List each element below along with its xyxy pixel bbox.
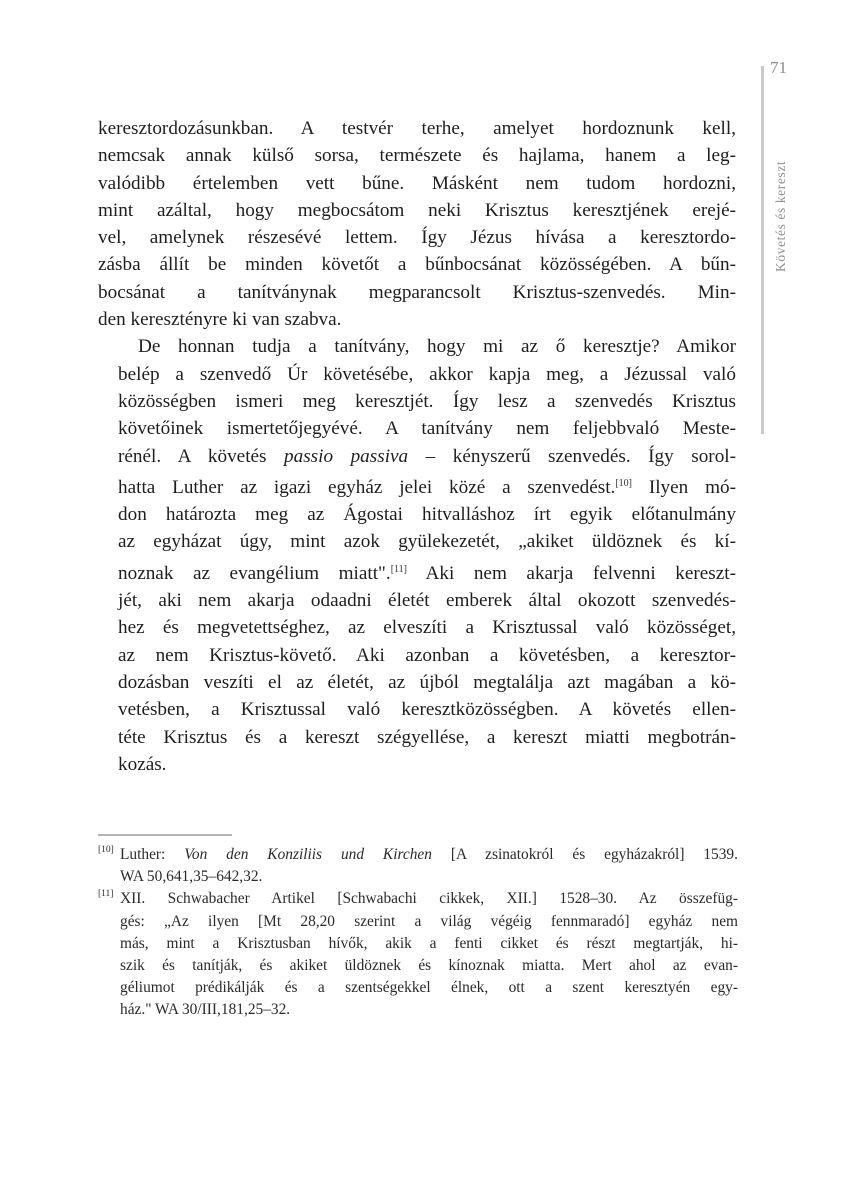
text-line	[98, 556, 736, 587]
footnote-line: más, mint a Krisztusban hívők, akik a fenti cikket és részt megtartják, hi-	[120, 934, 738, 952]
side-rule	[761, 66, 764, 434]
text-line: dozásban veszíti el az életét, az újból megtalálja azt magában a kö-	[118, 671, 736, 693]
text-line: den keresztényre ki van szabva.	[98, 309, 342, 331]
footnote-line: ház." WA 30/III,181,25–32.	[120, 1001, 291, 1019]
footnote-mark: [10]	[98, 845, 114, 855]
text-line: belép a szenvedő Úr követésébe, akkor kapja meg, a Jézussal való	[118, 363, 736, 385]
text-line: vel, amelynek részesévé lettem. Így Jézus hívása a keresztordo-	[98, 227, 736, 249]
text-line: nemcsak annak külső sorsa, természete és hajlama, hanem a leg-	[98, 145, 736, 167]
text-line: közösségben ismeri meg keresztjét. Így lesz a szenvedés Krisztus	[118, 390, 736, 412]
text-line	[98, 470, 736, 501]
main-text	[98, 115, 736, 778]
text-line: vetésben, a Krisztussal való keresztközösségben. A követés ellen-	[118, 699, 736, 721]
paragraph-2	[98, 333, 736, 778]
text-line: jét, aki nem akarja odaadni életét emberek által okozott szenvedés-	[118, 590, 736, 612]
text-segment: Aki nem akarja felvenni kereszt-	[407, 562, 736, 584]
footnote-ref-10[interactable]: [10]	[615, 477, 633, 489]
footnote-11	[98, 888, 738, 1021]
text-segment: – kényszerű szenvedés. Így sorol-	[408, 445, 737, 467]
text-line: keresztordozásunkban. A testvér terhe, amelyet hordoznunk kell,	[98, 118, 736, 139]
text-segment: [A zsinatokról és egyházakról] 1539.	[431, 846, 738, 863]
footnote-line	[120, 844, 738, 866]
running-head	[773, 112, 793, 272]
text-line: zásba állít be minden követőt a bűnbocsánat közösségében. A bűn-	[98, 254, 736, 276]
text-segment: Ilyen mó-	[632, 476, 736, 498]
italic-title: Von den Konziliis und Kirchen	[184, 846, 432, 863]
text-segment: noznak az evangélium miatt".	[118, 562, 391, 584]
page-number: 71	[770, 58, 787, 77]
text-line: követőinek ismertetőjegyévé. A tanítvány nem feljebbvaló Meste-	[118, 418, 736, 440]
footnote-ref-11[interactable]: [11]	[390, 563, 407, 575]
footnote-line: XII. Schwabacher Artikel [Schwabachi cikkek, XII.] 1528–30. Az összefüg-	[120, 890, 738, 908]
footnote-line: gés: „Az ilyen [Mt 28,20 szerint a világ végéig fennmaradó] egyház nem	[120, 912, 738, 930]
italic-term: passio passiva	[284, 445, 409, 467]
paragraph-1	[98, 115, 736, 333]
footnote-line: szik és tanítják, és akiket üldöznek és kínoznak miatta. Mert ahol az evan-	[120, 957, 738, 975]
text-line: az nem Krisztus-követő. Aki azonban a követésben, a keresztor-	[118, 644, 736, 666]
text-line: kozás.	[118, 753, 167, 775]
running-head-text: Követés és kereszt	[773, 160, 788, 272]
text-line: az egyházat úgy, mint azok gyülekezetét, „akiket üldöznek és kí-	[118, 531, 736, 553]
footnote-line: WA 50,641,35–642,32.	[120, 868, 263, 886]
text-line: De honnan tudja a tanítvány, hogy mi az ő keresztje? Amikor	[138, 336, 736, 358]
footnote-mark: [11]	[98, 889, 114, 900]
text-segment: rénél. A követés	[118, 445, 285, 467]
footnotes	[98, 844, 738, 1022]
text-line: téte Krisztus és a kereszt szégyellése, a kereszt miatti megbotrán-	[118, 726, 736, 748]
footnote-separator	[98, 834, 232, 836]
text-line	[98, 443, 736, 470]
text-line: hez és megvetettséghez, az elveszíti a Krisztussal való közösséget,	[118, 617, 736, 639]
text-segment: hatta Luther az igazi egyház jelei közé a szenvedést.	[118, 476, 616, 498]
footnote-line: géliumot prédikálják és a szentségekkel élnek, ott a szent keresztyén egy-	[120, 979, 738, 997]
text-line: bocsánat a tanítványnak megparancsolt Krisztus-szenvedés. Min-	[98, 281, 736, 303]
text-line: don határozta meg az Ágostai hitvalláshoz írt egyik előtanulmány	[118, 504, 736, 526]
text-segment: Luther:	[120, 846, 185, 863]
text-line: mint azáltal, hogy megbocsátom neki Krisztus keresztjének erejé-	[98, 199, 736, 221]
text-line: valódibb értelemben vett bűne. Másként nem tudom hordozni,	[98, 172, 736, 194]
footnote-10	[98, 844, 738, 888]
